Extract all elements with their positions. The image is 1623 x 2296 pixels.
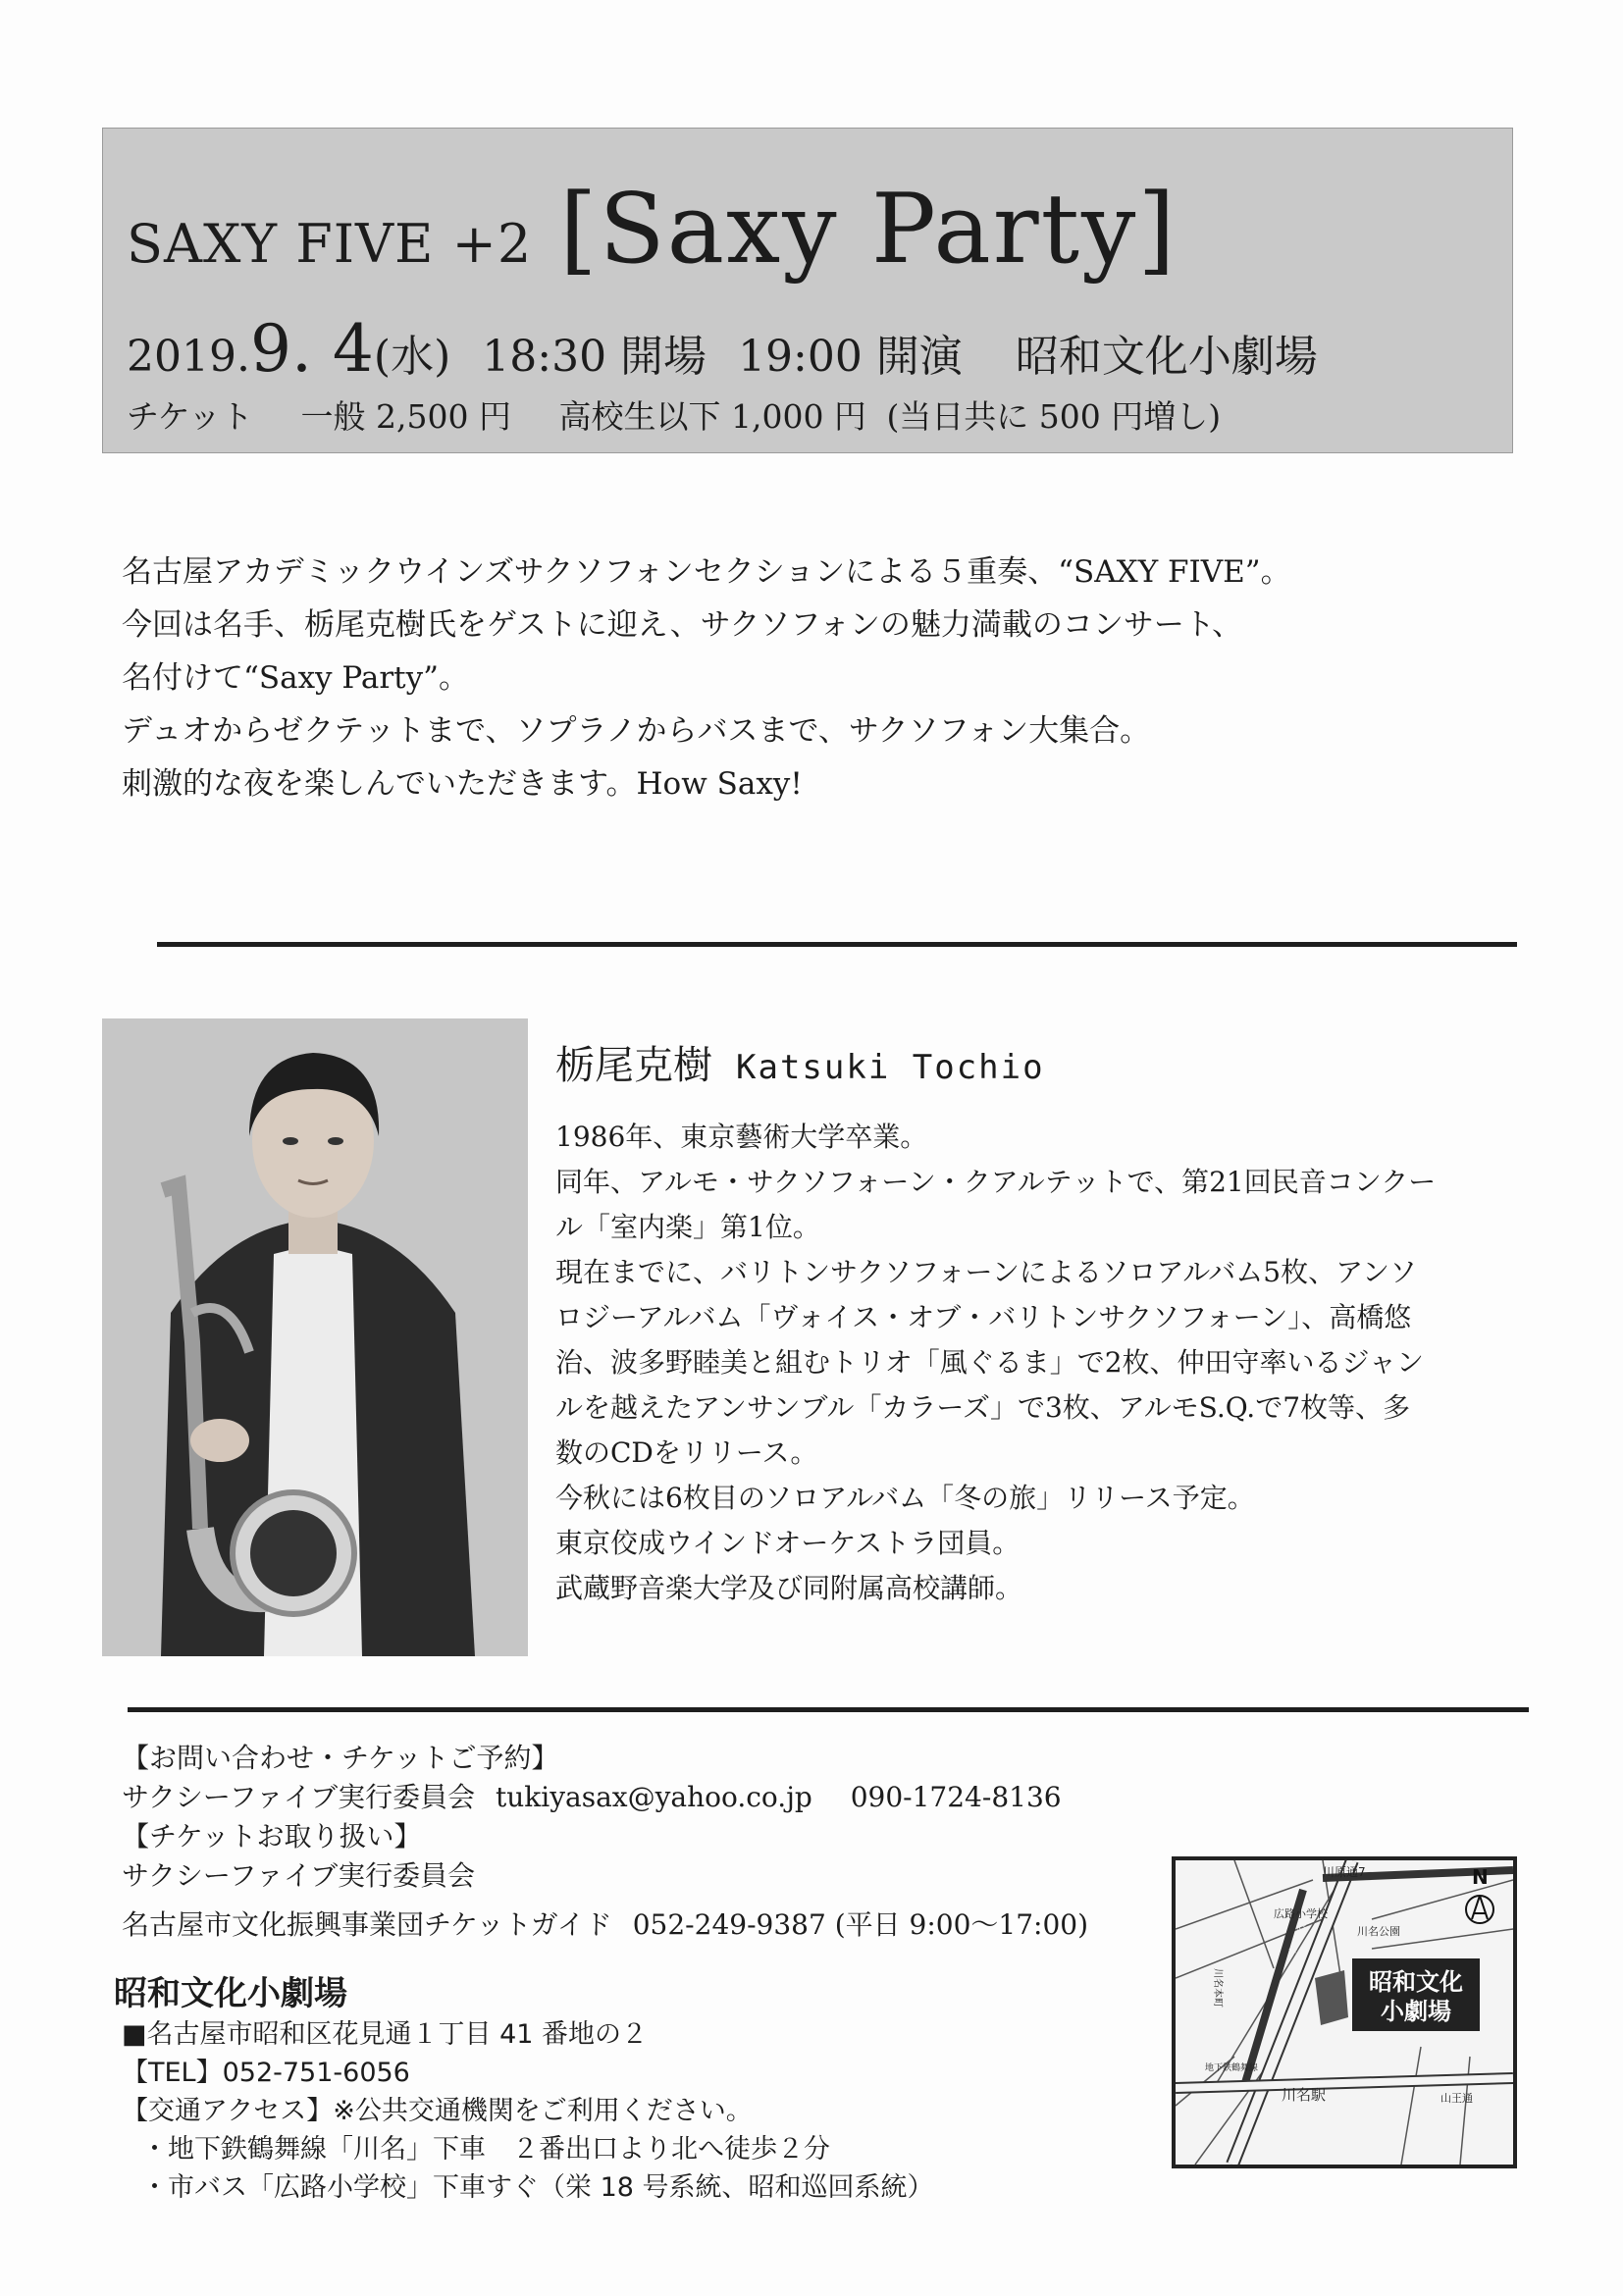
inquiry-line (122, 1778, 1181, 1817)
map-street-top: 川原通7 (1323, 1865, 1366, 1879)
performer-bio (555, 1115, 1497, 1611)
event-header (102, 128, 1513, 453)
date-line (127, 311, 1335, 387)
intro-text (122, 546, 1495, 810)
ticket-guide: 名古屋市文化振興事業団チケットガイド (122, 1908, 612, 1941)
venue-title: 昭和文化小劇場 (114, 1974, 347, 2013)
bio-line: ロジーアルバム「ヴォイス・オブ・バリトンサクソフォーン」、高橋悠 (555, 1301, 1412, 1333)
access-bus: ・市バス「広路小学校」下車すぐ（栄 18 号系統、昭和巡回系統） (141, 2172, 934, 2203)
bio-line: 武蔵野音楽大学及び同附属高校講師。 (555, 1572, 1023, 1604)
map-road-diag: 飯田街道 (1288, 1917, 1311, 1956)
map-road-right: 山王通 (1440, 2092, 1473, 2105)
guide-hours: (平日 9:00～17:00) (834, 1908, 1089, 1941)
event-title (127, 174, 1178, 286)
intro-line: 名付けて“Saxy Party”。 (122, 660, 470, 696)
inquiry-phone: 090-1724-8136 (850, 1781, 1062, 1813)
bio-line: 今秋には6枚目のソロアルバム「冬の旅」リリース予定。 (555, 1482, 1255, 1514)
venue-address: ■名古屋市昭和区花見通１丁目 41 番地の２ (122, 2019, 649, 2050)
event-year: 2019. (127, 332, 250, 382)
ticket-note: (当日共に 500 円増し) (886, 397, 1222, 436)
map-road-vertical: 川名本町 (1212, 1968, 1223, 2008)
intro-line: デュオからゼクテットまで、ソプラノからバスまで、サクソフォン大集合。 (122, 713, 1151, 749)
start-time: 19:00 開演 (738, 332, 963, 382)
handling-heading: 【チケットお取り扱い】 (122, 1820, 422, 1852)
ticket-general: 一般 2,500 円 (300, 397, 511, 436)
open-time: 18:30 開場 (482, 332, 707, 382)
map-park: 川名公園 (1357, 1925, 1400, 1938)
ticket-student: 高校生以下 1,000 円 (558, 397, 866, 436)
map-station: 川名駅 (1282, 2086, 1327, 2104)
ticket-guide-line (122, 1905, 1181, 1945)
ticket-label: チケット (127, 397, 254, 436)
venue-info (122, 2015, 934, 2207)
bio-line: 現在までに、バリトンサクソフォーンによるソロアルバム5枚、アンソ (555, 1256, 1417, 1288)
performer-photo (102, 1018, 528, 1656)
title-prefix: SAXY FIVE +2 (127, 213, 533, 275)
bio-line: 数のCDをリリース。 (555, 1436, 818, 1469)
bio-line: 治、波多野睦美と組むトリオ「風ぐるま」で2枚、仲田守率いるジャン (555, 1346, 1424, 1379)
inquiry-email[interactable]: tukiyasax@yahoo.co.jp (496, 1781, 812, 1813)
divider-top (157, 942, 1517, 947)
contact-section (122, 1739, 1181, 1945)
divider-bottom (128, 1707, 1529, 1712)
inquiry-heading: 【お問い合わせ・チケットご予約】 (122, 1742, 559, 1774)
bio-line: 1986年、東京藝術大学卒業。 (555, 1121, 928, 1153)
venue-tel: 【TEL】052-751-6056 (122, 2058, 410, 2088)
access-heading: 【交通アクセス】※公共交通機関をご利用ください。 (122, 2096, 753, 2126)
map-north: N (1472, 1865, 1489, 1889)
title-main: [Saxy Party] (559, 174, 1178, 286)
map-venue-label-2: 小劇場 (1381, 1998, 1451, 2025)
bio-line: 東京佼成ウインドオーケストラ団員。 (555, 1527, 1021, 1559)
bio-line: 同年、アルモ・サクソフォーン・クアルテットで、第21回民音コンクー (555, 1166, 1437, 1198)
performer-name (555, 1034, 1045, 1090)
map-school: 広路小学校 (1274, 1907, 1328, 1920)
venue-map (1172, 1856, 1517, 2168)
saxophonist-illustration (102, 1018, 528, 1656)
access-subway: ・地下鉄鶴舞線「川名」下車 ２番出口より北へ徒歩２分 (141, 2134, 830, 2165)
name-japanese: 栃尾克樹 (555, 1043, 712, 1088)
intro-line: 今回は名手、栃尾克樹氏をゲストに迎え、サクソフォンの魅力満載のコンサート、 (122, 607, 1243, 643)
guide-phone: 052-249-9387 (632, 1908, 826, 1941)
name-english: Katsuki Tochio (736, 1048, 1045, 1087)
map-drawing (1176, 1860, 1513, 2165)
ticket-line (127, 391, 1258, 438)
map-venue-label-1: 昭和文化 (1369, 1968, 1463, 1996)
map-subway: 地下鉄鶴舞線 (1205, 2063, 1259, 2073)
handling-org: サクシーファイブ実行委員会 (122, 1859, 476, 1892)
bio-line: ル「室内楽」第1位。 (555, 1211, 820, 1243)
intro-line: 刺激的な夜を楽しんでいただきます。How Saxy! (122, 766, 803, 802)
event-venue: 昭和文化小劇場 (1015, 332, 1318, 382)
bio-line: ルを越えたアンサンブル「カラーズ」で3枚、アルモS.Q.で7枚等、多 (555, 1391, 1411, 1424)
event-weekday: (水) (373, 332, 451, 382)
intro-line: 名古屋アカデミックウインズサクソフォンセクションによる５重奏、“SAXY FIVE”。 (122, 554, 1291, 590)
inquiry-org: サクシーファイブ実行委員会 (122, 1781, 476, 1813)
event-date: 9. 4 (249, 311, 374, 387)
